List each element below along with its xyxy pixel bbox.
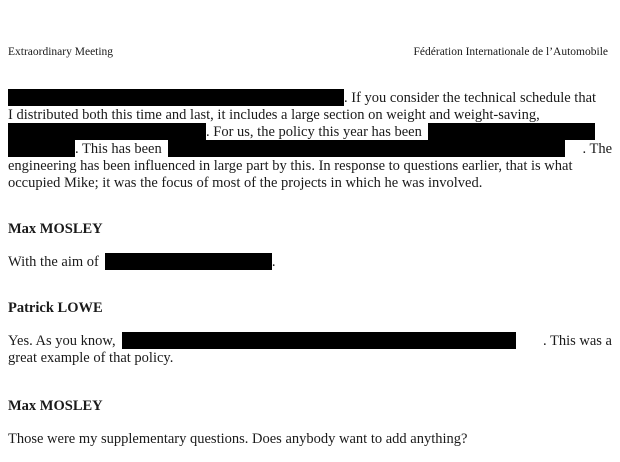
redaction-bar [428,123,595,140]
redaction-bar [8,123,206,140]
speaker-name: Patrick LOWE [8,300,103,316]
text-fragment: occupied Mike; it was the focus of most of the projects in which he was involved. [8,175,483,191]
text-fragment: . If you consider the technical schedule that [344,90,597,106]
paragraph-line-4 [8,140,612,158]
text-fragment: Yes. As you know, [8,333,116,349]
speaker-name: Max MOSLEY [8,398,103,414]
header-meeting-title: Extraordinary Meeting [8,46,114,58]
redaction-bar [105,253,272,270]
paragraph-line [8,332,612,350]
redaction-bar [8,89,344,106]
text-fragment: engineering has been influenced in large part by this. In response to questions earlier, that is what [8,158,573,174]
text-fragment: With the aim of [8,254,99,270]
text-fragment: I distributed both this time and last, it includes a large section on weight and weight-saving, [8,107,540,123]
paragraph-line [8,253,275,271]
paragraph-line [8,430,467,448]
paragraph-line-6 [8,174,482,192]
text-fragment: . This was a [542,333,612,349]
speaker-name: Max MOSLEY [8,221,103,237]
redaction-bar [168,140,565,157]
text-fragment: . This has been [75,141,162,157]
header-organization: Fédération Internationale de l’Automobile [413,46,608,58]
text-fragment: great example of that policy. [8,350,174,366]
text-fragment: Those were my supplementary questions. Does anybody want to add anything? [8,431,468,447]
paragraph-line [8,349,173,367]
paragraph-line-3 [8,123,595,141]
paragraph-line-2 [8,106,540,124]
redaction-bar [122,332,516,349]
text-fragment: . For us, the policy this year has been [206,124,422,140]
redaction-bar [8,140,75,157]
text-fragment: . The [582,141,612,157]
text-fragment: . [271,254,276,270]
paragraph-line-5 [8,157,573,175]
paragraph-line-1 [8,89,596,107]
